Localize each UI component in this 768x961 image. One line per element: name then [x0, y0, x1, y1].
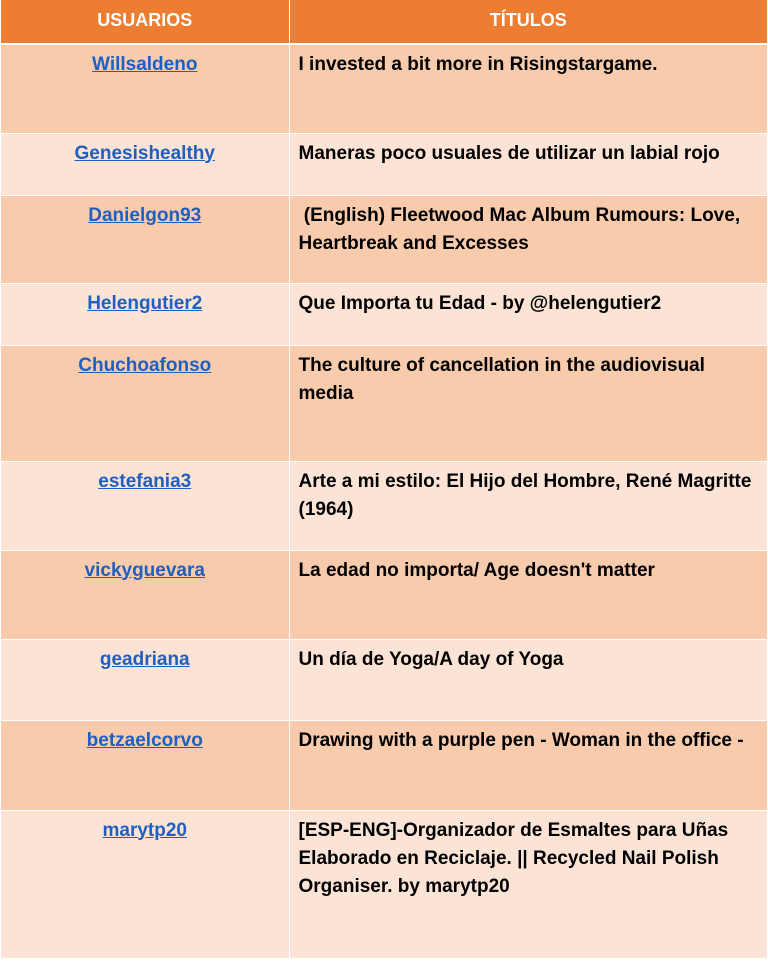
title-cell: The culture of cancellation in the audiovisual media [289, 345, 767, 461]
user-cell [1, 639, 289, 720]
table-row [1, 639, 767, 720]
user-cell [1, 133, 289, 195]
title-cell: Drawing with a purple pen - Woman in the office - [289, 720, 767, 810]
title-cell: Maneras poco usuales de utilizar un labial rojo [289, 133, 767, 195]
title-cell: (English) Fleetwood Mac Album Rumours: Love, Heartbreak and Excesses [289, 195, 767, 283]
table-row [1, 283, 767, 345]
user-cell [1, 345, 289, 461]
user-cell [1, 44, 289, 133]
user-link[interactable]: Willsaldeno [92, 54, 198, 75]
title-cell: Un día de Yoga/A day of Yoga [289, 639, 767, 720]
column-header-titles: TÍTULOS [289, 0, 767, 44]
user-link[interactable]: Danielgon93 [88, 204, 202, 226]
user-cell [1, 461, 289, 550]
table-row [1, 195, 767, 283]
user-link[interactable]: marytp20 [102, 819, 187, 841]
user-cell [1, 810, 289, 958]
title-cell: Arte a mi estilo: El Hijo del Hombre, René Magritte (1964) [289, 461, 767, 550]
user-cell [1, 283, 289, 345]
user-link[interactable]: betzaelcorvo [86, 729, 203, 751]
user-link[interactable]: geadriana [99, 648, 190, 670]
table-header-row [1, 0, 767, 44]
column-header-users: USUARIOS [1, 0, 289, 44]
table-row [1, 345, 767, 461]
user-cell [1, 550, 289, 639]
posts-table [1, 0, 767, 959]
table-row [1, 461, 767, 550]
user-link[interactable]: Genesishealthy [74, 142, 215, 164]
table-row [1, 44, 767, 133]
title-cell: [ESP-ENG]-Organizador de Esmaltes para Uñas Elaborado en Reciclaje. || Recycled Nail Polish Organiser. by marytp20 [289, 810, 767, 958]
user-cell [1, 720, 289, 810]
user-link[interactable]: Helengutier2 [87, 292, 203, 314]
user-link[interactable]: vickyguevara [84, 559, 205, 581]
table-row [1, 720, 767, 810]
user-cell [1, 195, 289, 283]
title-cell: La edad no importa/ Age doesn't matter [289, 550, 767, 639]
title-cell: I invested a bit more in Risingstargame. [289, 44, 767, 133]
table-row [1, 133, 767, 195]
title-cell: Que Importa tu Edad - by @helengutier2 [289, 283, 767, 345]
user-link[interactable]: estefania3 [98, 470, 192, 492]
table-row [1, 550, 767, 639]
table-row [1, 810, 767, 958]
user-link[interactable]: Chuchoafonso [78, 354, 212, 376]
